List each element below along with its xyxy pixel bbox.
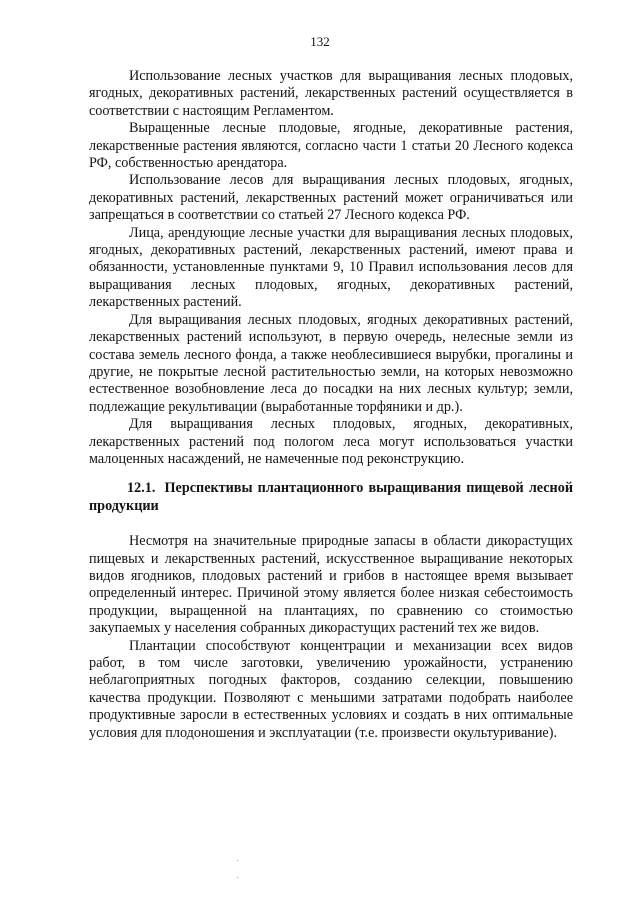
scan-artifact	[237, 877, 238, 878]
section-heading	[89, 480, 573, 515]
paragraph: Использование лесов для выращивания лесных плодовых, ягодных, декоративных растений, лекарственных растений может ограничиваться или запрещаться в соответствии со статьей 27 Лесного кодекса РФ.	[89, 172, 573, 224]
paragraph: Для выращивания лесных плодовых, ягодных декоративных растений, лекарственных растений используют, в первую очередь, нелесные земли из состава земель лесного фонда, а также необлесившиеся вырубки, прогалины и другие, не покрытые лесной растительностью земли, на которых невозможно естественное возобновление леса до посадки на них лесных культур; земли, подлежащие рекультивации (выработанные торфяники и др.).	[89, 311, 573, 415]
section-number: 12.1.	[127, 480, 156, 497]
paragraph: Выращенные лесные плодовые, ягодные, декоративные растения, лекарственные растения являются, согласно части 1 статьи 20 Лесного кодекса РФ, собственностью арендатора.	[89, 120, 573, 172]
paragraph: Использование лесных участков для выращивания лесных плодовых, ягодных, декоративных растений, лекарственных растений осуществляется в соответствии с настоящим Регламентом.	[89, 68, 573, 119]
paragraph: Несмотря на значительные природные запасы в области дикорастущих пищевых и лекарственных растений, искусственное выращивание некоторых видов ягодников, плодовых растений и грибов в настоящее время вызывает определенный интерес. Причиной этому является более низкая себестоимость продукции, выращенной на плантациях, по сравнению со стоимостью закупаемых у населения собранных дикорастущих растений тех же видов.	[89, 533, 573, 637]
paragraph: Лица, арендующие лесные участки для выращивания лесных плодовых, ягодных, декоративных растений, лекарственных растений, имеют права и обязанности, установленные пунктами 9, 10 Правил использования лесов для выращивания лесных плодовых, ягодных, декоративных растений, лекарственных растений.	[89, 224, 573, 311]
paragraph: Для выращивания лесных плодовых, ягодных, декоративных, лекарственных растений под пологом леса могут использоваться участки малоценных насаждений, не намеченные под реконструкцию.	[89, 416, 573, 467]
section-title: Перспективы плантационного выращивания пищевой лесной продукции	[89, 480, 573, 514]
scan-artifact	[237, 860, 238, 861]
page-number: 132	[310, 34, 330, 49]
paragraph: Плантации способствуют концентрации и механизации всех видов работ, в том числе заготовки, увеличению урожайности, устранению неблагоприятных погодных факторов, созданию селекции, повышению качества продукции. Позволяют с меньшими затратами подобрать наиболее продуктивные заросли в естественных условиях и создать в них оптимальные условия для плодоношения и эксплуатации (т.е. произвести окультуривание).	[89, 637, 573, 741]
document-body	[89, 68, 573, 742]
